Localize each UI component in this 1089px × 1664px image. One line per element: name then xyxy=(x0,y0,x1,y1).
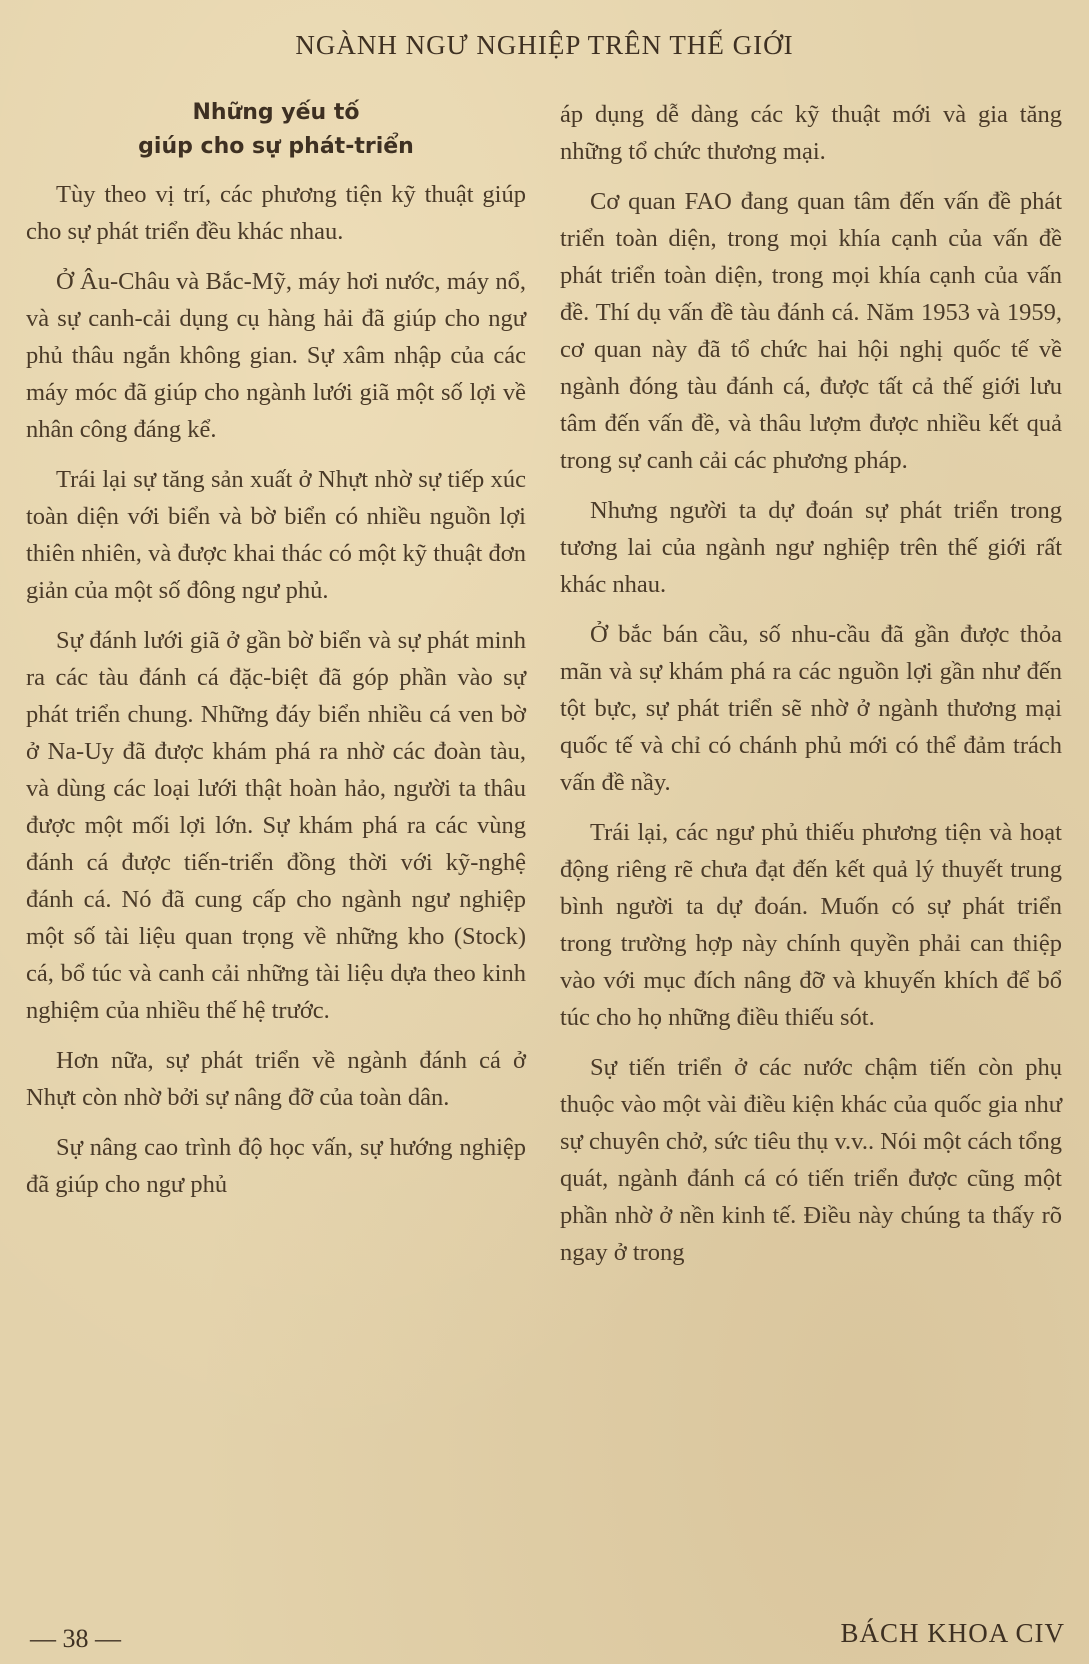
subheading-line-2: giúp cho sự phát-triển xyxy=(138,134,414,159)
section-subheading xyxy=(26,96,526,164)
publication-name: BÁCH KHOA CIV xyxy=(840,1618,1065,1648)
paragraph: Sự nâng cao trình độ học vấn, sự hướng nghiệp đã giúp cho ngư phủ xyxy=(26,1134,526,1198)
page-header: NGÀNH NGƯ NGHIỆP TRÊN THẾ GIỚI xyxy=(295,30,794,60)
paragraph-continued: áp dụng dễ dàng các kỹ thuật mới và gia tăng những tổ chức thương mại. xyxy=(560,101,1062,165)
paragraph: Cơ quan FAO đang quan tâm đến vấn đề phát triển toàn diện, trong mọi khía cạnh của vấn đề phát triển toàn diện, trong mọi khía cạnh của vấn đề. Thí dụ vấn đề tàu đánh cá. Năm 1953 và 1959, cơ quan này đã tổ chức hai hội nghị quốc tế về ngành đóng tàu đánh cá, được tất cả thế giới lưu tâm đến vấn đề, và thâu lượm được nhiều kết quả trong sự canh cải các phương pháp. xyxy=(560,188,1062,474)
paragraph: Sự đánh lưới giã ở gần bờ biển và sự phát minh ra các tàu đánh cá đặc-biệt đã góp phần vào sự phát triển chung. Những đáy biển nhiều cá ven bờ ở Na-Uy đã được khám phá ra nhờ các đoàn tàu, và dùng các loại lưới thật hoàn hảo, người ta thâu được một mối lợi lớn. Sự khám phá ra các vùng đánh cá được tiến-triển đồng thời với kỹ-nghệ đánh cá. Nó đã cung cấp cho ngành ngư nghiệp một số tài liệu quan trọng về những kho (Stock) cá, bổ túc và canh cải những tài liệu dựa theo kinh nghiệm của nhiều thế hệ trước. xyxy=(26,627,526,1024)
paragraph: Trái lại sự tăng sản xuất ở Nhựt nhờ sự tiếp xúc toàn diện với biển và bờ biển có nhiều nguồn lợi thiên nhiên, và được khai thác có một kỹ thuật đơn giản của một số đông ngư phủ. xyxy=(26,466,526,604)
paragraph: Trái lại, các ngư phủ thiếu phương tiện và hoạt động riêng rẽ chưa đạt đến kết quả lý thuyết trung bình người ta dự đoán. Muốn có sự phát triển trong trường hợp này chính quyền phải can thiệp vào với mục đích nâng đỡ và khuyến khích để bổ túc cho họ những điều thiếu sót. xyxy=(560,819,1062,1031)
right-column xyxy=(560,96,1062,1284)
subheading-line-1: Những yếu tố xyxy=(192,100,360,125)
left-column xyxy=(26,96,526,1216)
paragraph: Ở Âu-Châu và Bắc-Mỹ, máy hơi nước, máy nổ, và sự canh-cải dụng cụ hàng hải đã giúp cho ngư phủ thâu ngắn không gian. Sự xâm nhập của các máy móc đã giúp cho ngành lưới giã một số lợi về nhân công đáng kể. xyxy=(26,268,526,443)
paragraph: Tùy theo vị trí, các phương tiện kỹ thuật giúp cho sự phát triển đều khác nhau. xyxy=(26,181,526,245)
paragraph: Sự tiến triển ở các nước chậm tiến còn phụ thuộc vào một vài điều kiện khác của quốc gia như sự chuyên chở, sức tiêu thụ v.v.. Nói một cách tổng quát, ngành đánh cá có tiến triển được cũng một phần nhờ ở nền kinh tế. Điều này chúng ta thấy rõ ngay ở trong xyxy=(560,1054,1062,1266)
paragraph: Ở bắc bán cầu, số nhu-cầu đã gần được thỏa mãn và sự khám phá ra các nguồn lợi gần như đến tột bực, sự phát triển sẽ nhờ ở ngành thương mại quốc tế và chỉ có chánh phủ mới có thể đảm trách vấn đề nầy. xyxy=(560,621,1062,796)
page-number: — 38 — xyxy=(30,1624,121,1653)
paragraph: Nhưng người ta dự đoán sự phát triển trong tương lai của ngành ngư nghiệp trên thế giới rất khác nhau. xyxy=(560,497,1062,598)
paragraph: Hơn nữa, sự phát triển về ngành đánh cá ở Nhựt còn nhờ bởi sự nâng đỡ của toàn dân. xyxy=(26,1047,526,1111)
